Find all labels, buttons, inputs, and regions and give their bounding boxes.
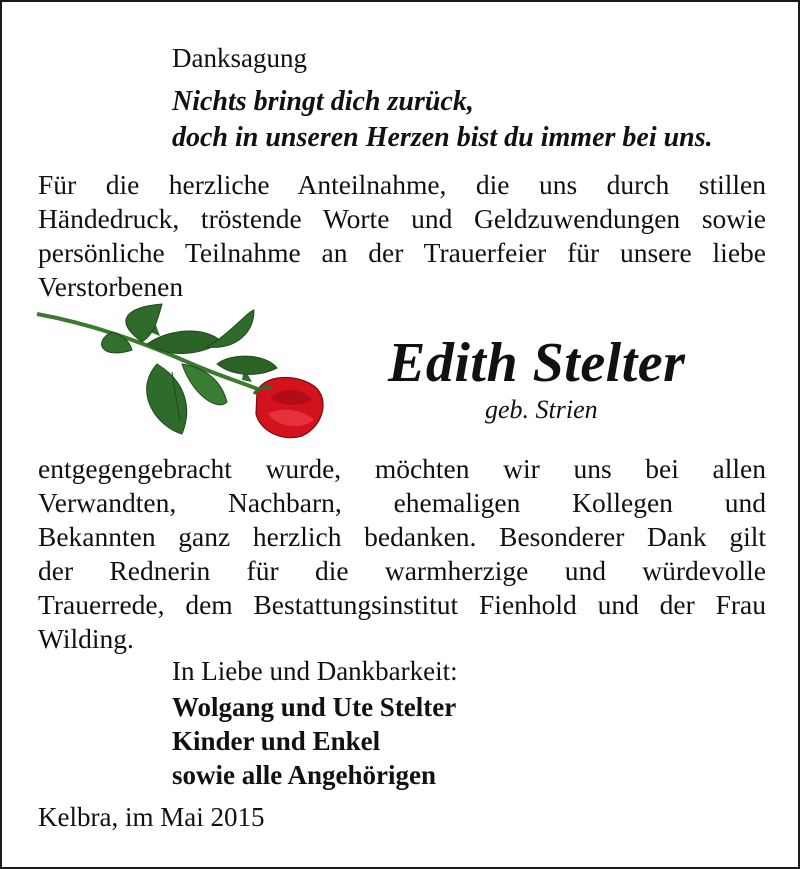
paragraph-line: Verstorbenen bbox=[38, 271, 184, 302]
paragraph-line: persönliche Teilnahme an der Trauerfeier für unsere liebe bbox=[38, 237, 766, 268]
place-date: Kelbra, im Mai 2015 bbox=[38, 802, 265, 832]
birth-name: geb. Strien bbox=[485, 395, 598, 424]
paragraph-line: Händedruck, tröstende Worte und Geldzuwendungen sowie bbox=[38, 203, 766, 234]
signer-line: Wolgang und Ute Stelter bbox=[172, 692, 457, 722]
paragraph-line: der Rednerin für die warmherzige und würdevolle bbox=[38, 555, 766, 586]
signers bbox=[172, 690, 456, 792]
signer-line: sowie alle Angehörigen bbox=[172, 760, 436, 790]
paragraph-line: Trauerrede, dem Bestattungsinstitut Fienhold und der Frau bbox=[38, 589, 766, 620]
rose-icon bbox=[32, 302, 332, 447]
motto-line: Nichts bringt dich zurück, bbox=[172, 86, 474, 117]
paragraph-line: Wilding. bbox=[38, 623, 134, 654]
notice-heading: Danksagung bbox=[172, 43, 307, 73]
thanks-paragraph-main bbox=[38, 452, 766, 656]
paragraph-line: Verwandten, Nachbarn, ehemaligen Kollegen und bbox=[38, 487, 766, 518]
closing-phrase: In Liebe und Dankbarkeit: bbox=[172, 656, 458, 686]
deceased-name: Edith Stelter bbox=[388, 332, 686, 394]
motto-line: doch in unseren Herzen bist du immer bei uns. bbox=[172, 122, 713, 153]
paragraph-line: entgegengebracht wurde, möchten wir uns bei allen bbox=[38, 453, 766, 484]
thanks-paragraph-intro bbox=[38, 168, 766, 304]
signer-line: Kinder und Enkel bbox=[172, 726, 381, 756]
paragraph-line: Für die herzliche Anteilnahme, die uns durch stillen bbox=[38, 169, 766, 200]
motto bbox=[172, 84, 713, 156]
paragraph-line: Bekannten ganz herzlich bedanken. Besonderer Dank gilt bbox=[38, 521, 766, 552]
